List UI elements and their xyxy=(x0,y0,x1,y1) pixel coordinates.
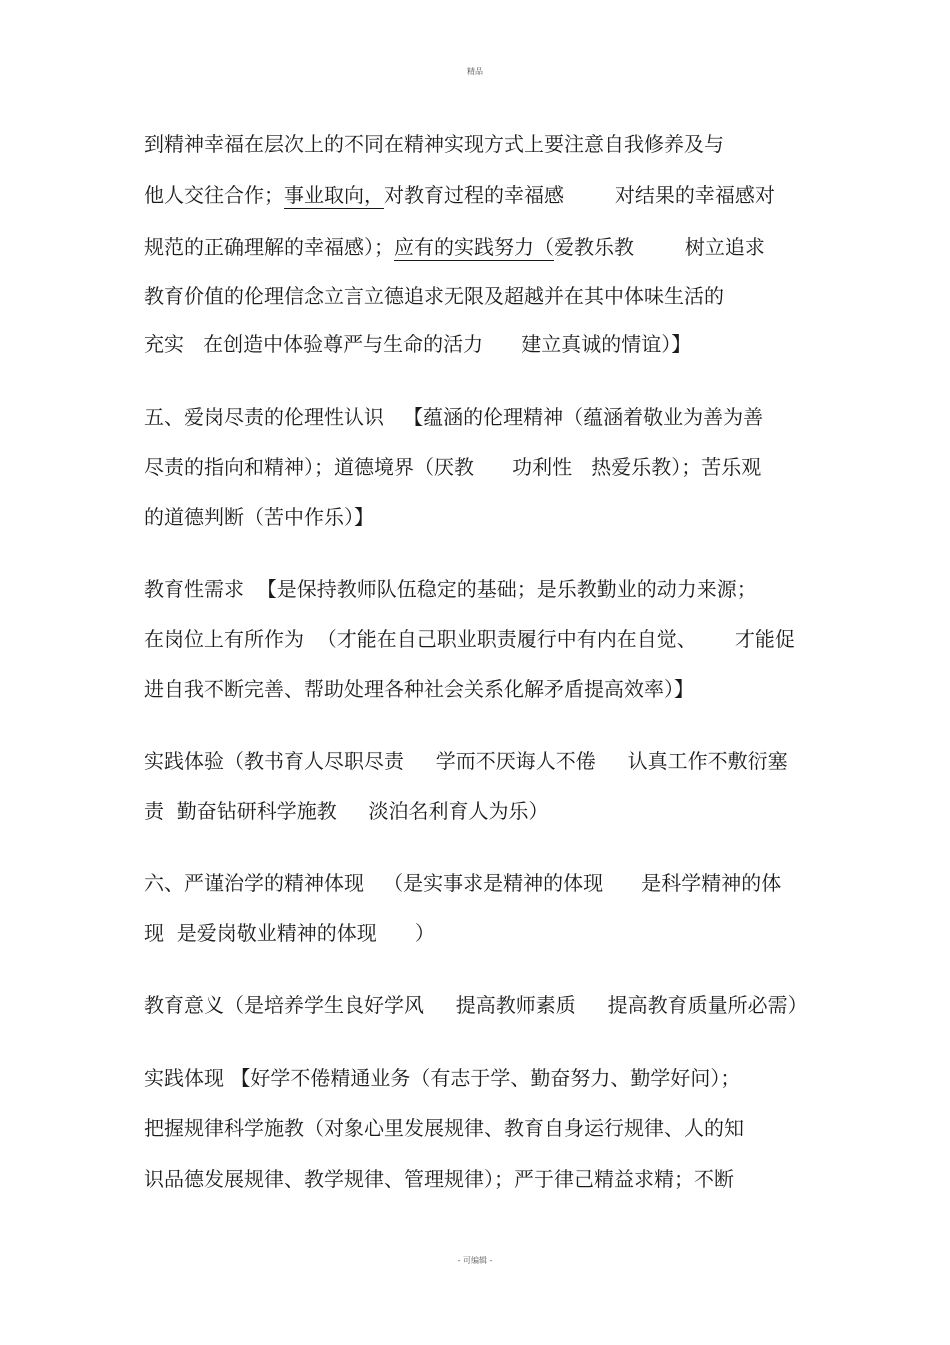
text-segment: 现 是爱岗敬业精神的体现 ） xyxy=(144,921,435,945)
text-segment: 实践体验（教书育人尽职尽责 学而不厌诲人不倦 认真工作不敷衍塞 xyxy=(144,749,788,773)
text-segment: 的道德判断（苦中作乐）】 xyxy=(144,505,374,529)
text-segment: 责 勤奋钻研科学施教 淡泊名利育人为乐） xyxy=(144,799,549,823)
text-segment: 教育意义（是培养学生良好学风 提高教师素质 提高教育质量所必需） xyxy=(144,993,808,1017)
text-segment: 爱教乐教 树立追求 xyxy=(554,235,765,259)
underlined-text: 事业取向， xyxy=(284,183,384,207)
text-line xyxy=(144,626,795,652)
text-line xyxy=(144,234,765,260)
text-segment: 尽责的指向和精神）；道德境界（厌教 功利性 热爱乐教）；苦乐观 xyxy=(144,455,762,479)
text-line xyxy=(144,748,788,774)
text-line xyxy=(144,870,781,896)
text-segment: 实践体现 【好学不倦精通业务（有志于学、勤奋努力、勤学好问）； xyxy=(144,1066,741,1090)
text-segment: 对教育过程的幸福感 对结果的幸福感对 xyxy=(384,183,775,207)
text-line xyxy=(144,1065,740,1091)
text-line xyxy=(144,504,374,530)
text-segment: 他人交往合作； xyxy=(144,183,284,207)
text-segment: 充实 在创造中体验尊严与生命的活力 建立真诚的情谊）】 xyxy=(144,332,692,356)
text-segment: 教育价值的伦理信念立言立德追求无限及超越并在其中体味生活的 xyxy=(144,284,724,308)
text-line xyxy=(144,182,775,208)
text-line xyxy=(144,992,808,1018)
text-segment: 把握规律科学施教（对象心里发展规律、教育自身运行规律、人的知 xyxy=(144,1116,744,1140)
text-segment: 六、严谨治学的精神体现 （是实事求是精神的体现 是科学精神的体 xyxy=(144,871,782,895)
text-line xyxy=(144,920,435,946)
page-header: 精品 xyxy=(467,67,483,76)
text-line xyxy=(144,676,694,702)
text-line xyxy=(144,131,724,157)
text-segment: 进自我不断完善、帮助处理各种社会关系化解矛盾提高效率）】 xyxy=(144,677,694,701)
text-line xyxy=(144,1166,734,1192)
underlined-text: 应有的实践努力（ xyxy=(394,235,554,259)
text-line xyxy=(144,576,757,602)
text-line xyxy=(144,454,761,480)
text-line xyxy=(144,404,763,430)
text-segment: 教育性需求 【是保持教师队伍稳定的基础；是乐教勤业的动力来源； xyxy=(144,577,757,601)
text-segment: 识品德发展规律、教学规律、管理规律）；严于律己精益求精；不断 xyxy=(144,1167,734,1191)
text-segment: 到精神幸福在层次上的不同在精神实现方式上要注意自我修养及与 xyxy=(144,132,724,156)
text-segment: 五、爱岗尽责的伦理性认识 【蕴涵的伦理精神（蕴涵着敬业为善为善 xyxy=(144,405,764,429)
text-line xyxy=(144,283,724,309)
page-footer: - 可编辑 - xyxy=(457,1256,493,1265)
text-line xyxy=(144,1115,744,1141)
text-segment: 在岗位上有所作为 （才能在自己职业职责履行中有内在自觉、 才能促 xyxy=(144,627,795,651)
text-segment: 规范的正确理解的幸福感）； xyxy=(144,235,394,259)
text-line xyxy=(144,331,691,357)
text-line xyxy=(144,798,549,824)
